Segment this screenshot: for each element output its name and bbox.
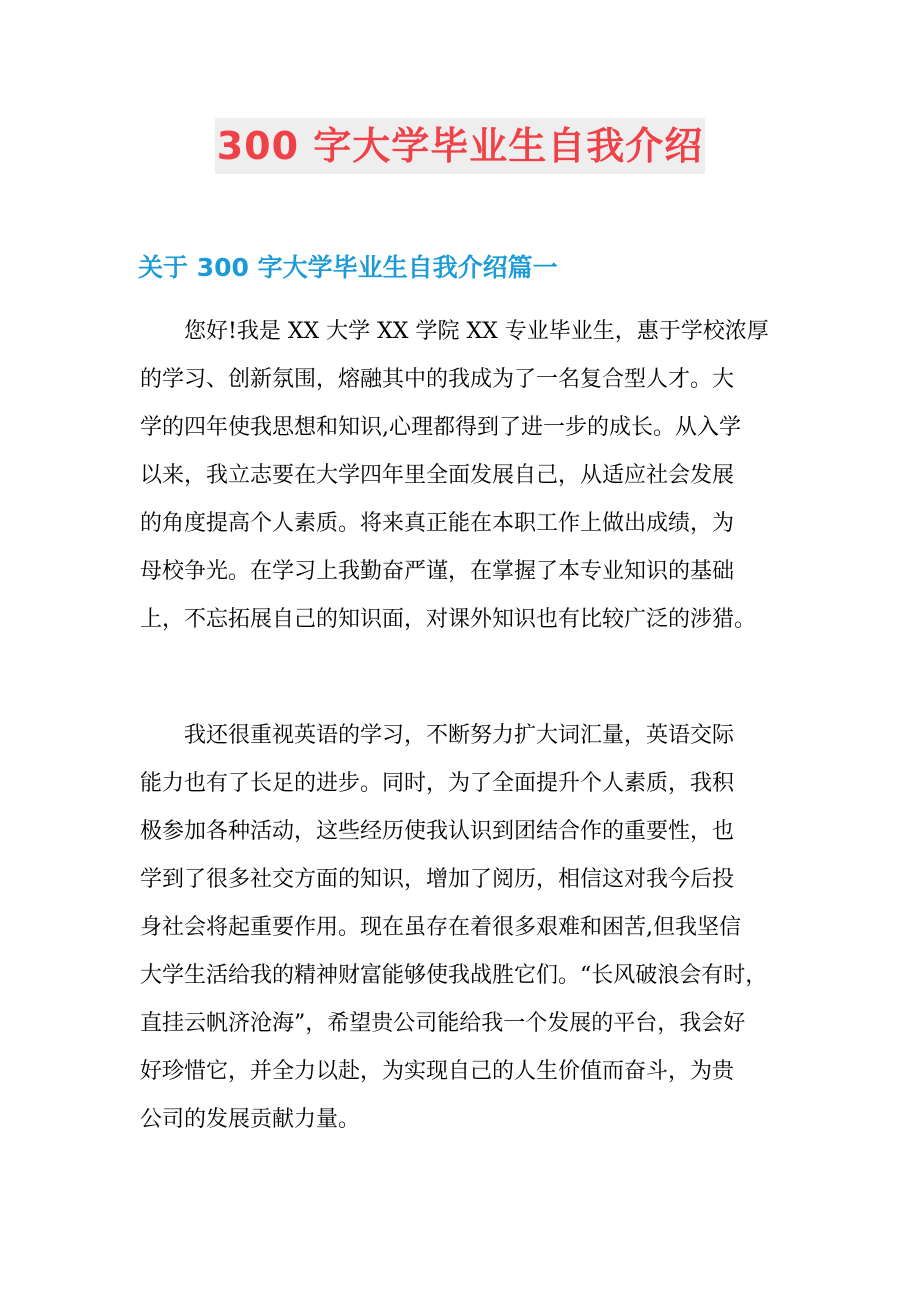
paragraph-line: 直挂云帆济沧海”，希望贵公司能给我一个发展的平台，我会好 [140,1011,746,1036]
paragraph-line: 极参加各种活动，这些经历使我认识到团结合作的重要性，也 [140,819,735,844]
section-heading: 关于 300 字大学毕业生自我介绍篇一 [138,253,558,282]
paragraph-line: 的学习、创新氛围，熔融其中的我成为了一名复合型人才。大 [140,367,735,392]
paragraph-line: 我还很重视英语的学习，不断努力扩大词汇量，英语交际 [184,723,735,748]
paragraph-line: 身社会将起重要作用。现在虽存在着很多艰难和困苦,但我坚信 [140,915,741,940]
paragraph-1 [140,308,780,644]
paragraph-line: 好珍惜它，并全力以赴，为实现自己的人生价值而奋斗，为贵 [140,1059,735,1084]
paragraph-2 [140,712,780,1144]
title-container [0,118,920,174]
paragraph-line: 上，不忘拓展自己的知识面，对课外知识也有比较广泛的涉猎。 [140,607,757,632]
document-title: 300 字大学毕业生自我介绍 [215,118,706,174]
paragraph-line: 能力也有了长足的进步。同时，为了全面提升个人素质，我积 [140,771,735,796]
paragraph-line: 公司的发展贡献力量。 [140,1107,361,1132]
paragraph-line: 的角度提高个人素质。将来真正能在本职工作上做出成绩，为 [140,511,735,536]
paragraph-line: 母校争光。在学习上我勤奋严谨，在掌握了本专业知识的基础 [140,559,735,584]
paragraph-line: 大学生活给我的精神财富能够使我战胜它们。“长风破浪会有时， [140,963,768,988]
paragraph-line: 学的四年使我思想和知识,心理都得到了进一步的成长。从入学 [140,415,741,440]
paragraph-line: 您好!我是 XX 大学 XX 学院 XX 专业毕业生，惠于学校浓厚 [184,319,769,344]
paragraph-line: 学到了很多社交方面的知识，增加了阅历，相信这对我今后投 [140,867,735,892]
paragraph-line: 以来，我立志要在大学四年里全面发展自己，从适应社会发展 [140,463,735,488]
